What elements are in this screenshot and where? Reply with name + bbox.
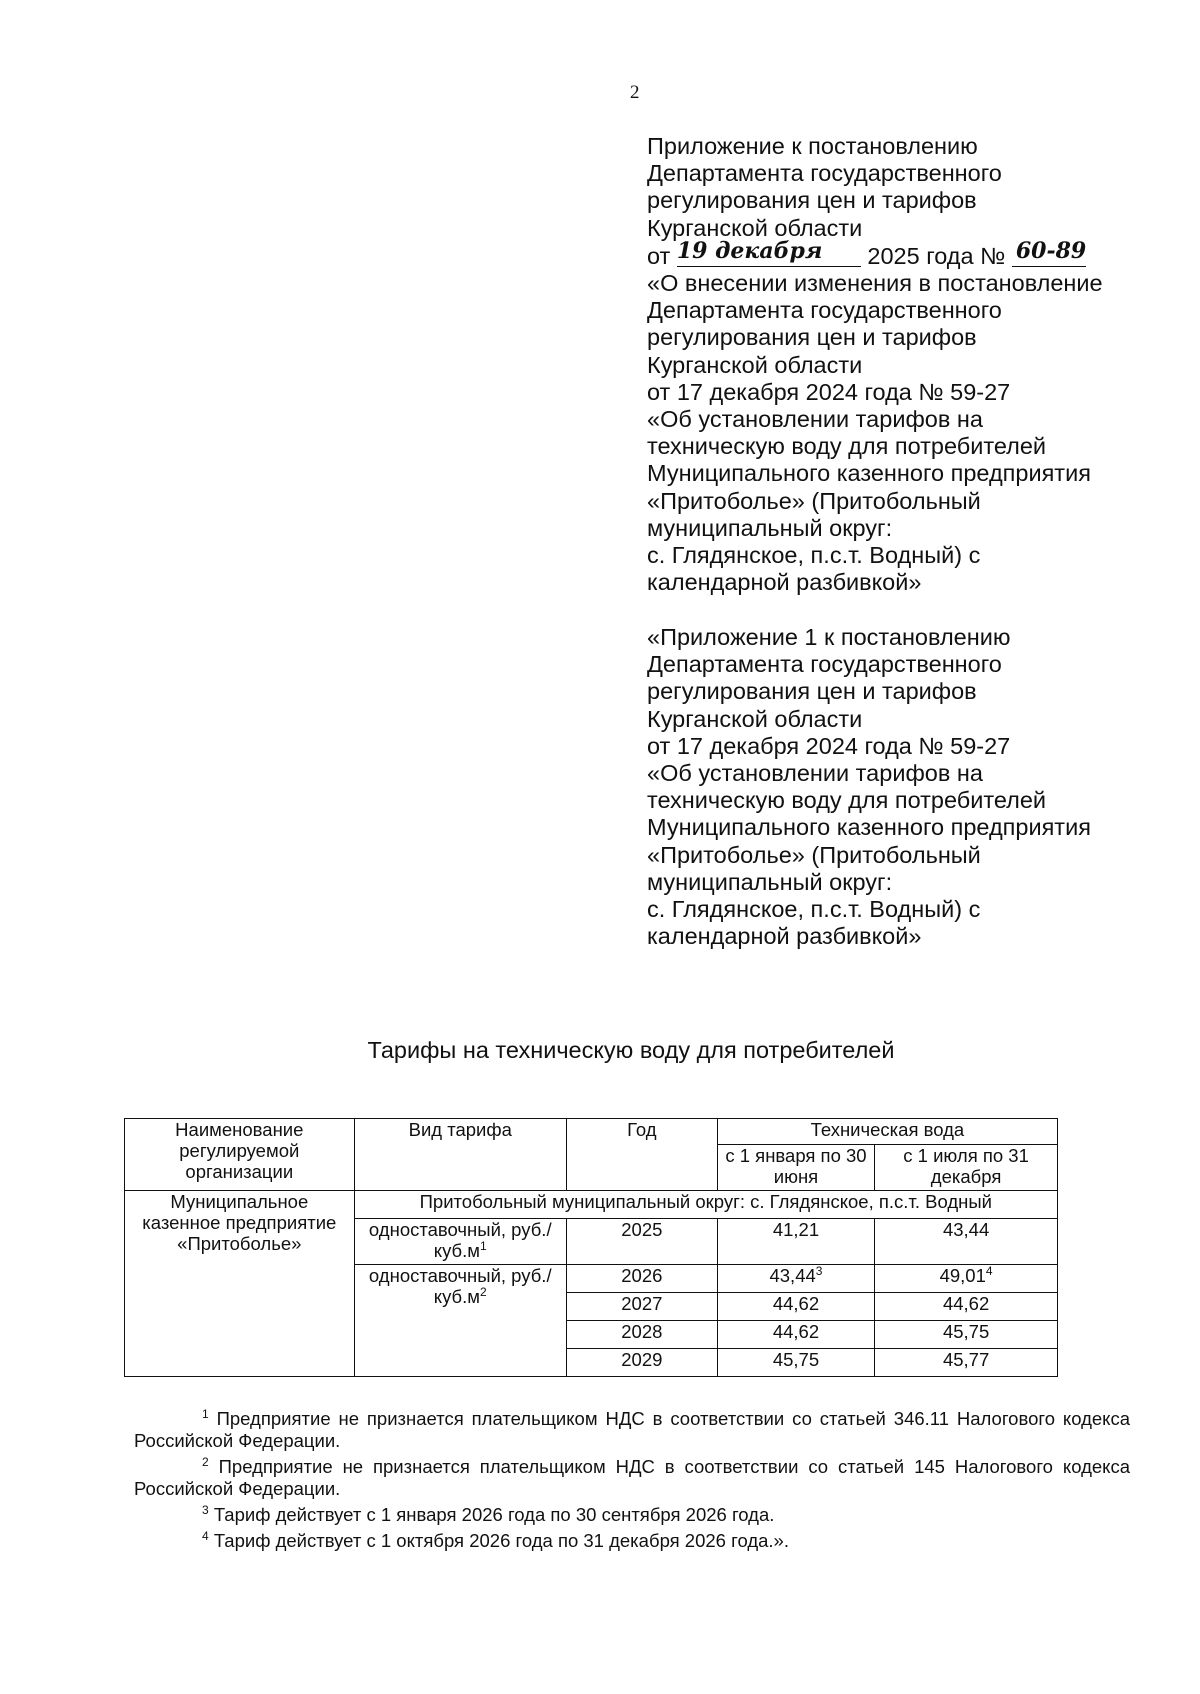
tariff-value: 44,62 xyxy=(772,1293,820,1314)
appendix-line: Департамента государственного xyxy=(647,651,1002,678)
subject-line: «Об установлении тарифов на xyxy=(647,406,983,433)
tariff-value-p1 xyxy=(717,1321,874,1349)
tariff-value: 44,62 xyxy=(942,1293,990,1314)
header-year: Год xyxy=(566,1119,717,1191)
appendix-line: Курганской области xyxy=(647,705,863,732)
subject-line: регулирования цен и тарифов xyxy=(647,324,977,351)
tariff-value: 41,21 xyxy=(772,1219,820,1240)
header-line: Курганской области xyxy=(647,214,863,241)
tariff-value: 49,01 xyxy=(939,1265,986,1286)
tariff-value-p2 xyxy=(875,1265,1058,1293)
tariff-value-p1 xyxy=(717,1293,874,1321)
subject-line: с. Глядянское, п.с.т. Водный) с xyxy=(647,542,981,569)
subject-line: муниципальный округ: xyxy=(647,514,893,541)
header-technical-water: Техническая вода xyxy=(717,1119,1057,1145)
footnote-text: Тариф действует с 1 октября 2026 года по 31 декабря 2026 года.». xyxy=(213,1530,789,1551)
tariff-type-label: одноставочный, руб./куб.м xyxy=(368,1219,552,1261)
year-cell: 2025 xyxy=(566,1219,717,1265)
tariff-value-p2 xyxy=(875,1321,1058,1349)
subject-line: Муниципального казенного предприятия xyxy=(647,460,1091,487)
appendix-line: регулирования цен и тарифов xyxy=(647,678,977,705)
subject-line: Департамента государственного xyxy=(647,297,1002,324)
appendix-line: «Приложение 1 к постановлению xyxy=(647,624,1011,650)
org-name-cell: Муниципальное казенное предприятие «Притоболье» xyxy=(125,1191,355,1377)
header-period-2: с 1 июля по 31 декабря xyxy=(875,1145,1058,1191)
territory-cell: Притобольный муниципальный округ: с. Глядянское, п.с.т. Водный xyxy=(354,1191,1057,1219)
tariff-value: 44,62 xyxy=(772,1321,820,1342)
tariff-value: 45,77 xyxy=(942,1349,990,1370)
footnote-mark: 4 xyxy=(202,1528,209,1543)
appendix-line: «Об установлении тарифов на xyxy=(647,760,983,787)
tariff-type-cell xyxy=(354,1219,566,1265)
appendix-line: техническую воду для потребителей xyxy=(647,787,1047,814)
appendix-line: муниципальный округ: xyxy=(647,868,893,895)
footnote-ref: 1 xyxy=(480,1238,487,1253)
handwritten-number: 60-89 xyxy=(1015,237,1087,264)
subject-line: «Притоболье» (Притобольный xyxy=(647,487,981,514)
date-blank xyxy=(676,237,861,267)
header-org: Наименование регулируемой организации xyxy=(125,1119,355,1191)
date-suffix: 2025 года № xyxy=(867,242,1006,269)
appendix-line: от 17 декабря 2024 года № 59-27 xyxy=(647,732,1011,759)
subject-line: календарной разбивкой» xyxy=(647,569,922,596)
table-title: Тарифы на техническую воду для потребителей xyxy=(367,1037,895,1063)
header-line: Приложение к постановлению xyxy=(647,133,978,159)
tariff-value-p1 xyxy=(717,1219,874,1265)
tariff-value-p1 xyxy=(717,1265,874,1293)
date-prefix: от xyxy=(647,242,671,269)
tariff-value: 45,75 xyxy=(772,1349,820,1370)
appendix-block xyxy=(647,624,1167,950)
footnote xyxy=(134,1530,1130,1552)
footnote-text: Предприятие не признается плательщиком НДС в соответствии со статьей 145 Налогового кодекса Российской Федерации. xyxy=(134,1456,1130,1499)
header-block xyxy=(647,133,1167,596)
footnote-ref: 2 xyxy=(480,1284,487,1299)
appendix-line: «Притоболье» (Притобольный xyxy=(647,841,981,868)
footnote-ref: 4 xyxy=(985,1263,993,1278)
footnote-mark: 3 xyxy=(202,1502,209,1517)
subject-line: от 17 декабря 2024 года № 59-27 xyxy=(647,378,1011,405)
tariff-value: 45,75 xyxy=(942,1321,990,1342)
tariff-value: 43,44 xyxy=(769,1265,816,1286)
tariff-value-p2 xyxy=(875,1349,1058,1377)
year-cell: 2029 xyxy=(566,1349,717,1377)
page-number: 2 xyxy=(630,82,640,103)
subject-line: Курганской области xyxy=(647,351,863,378)
number-blank xyxy=(1012,237,1087,267)
tariff-value-p2 xyxy=(875,1219,1058,1265)
tariff-value: 43,44 xyxy=(942,1219,990,1240)
footnote-ref: 3 xyxy=(815,1263,823,1278)
header-period-1: с 1 января по 30 июня xyxy=(717,1145,874,1191)
footnote xyxy=(134,1456,1130,1500)
footnote-mark: 1 xyxy=(202,1406,209,1421)
footnote xyxy=(134,1408,1130,1452)
year-cell: 2026 xyxy=(566,1265,717,1293)
header-line: регулирования цен и тарифов xyxy=(647,187,977,214)
footnote-text: Тариф действует с 1 января 2026 года по 30 сентября 2026 года. xyxy=(213,1504,775,1525)
handwritten-date: 19 декабря xyxy=(676,237,823,264)
footnotes xyxy=(134,1408,1130,1556)
footnote xyxy=(134,1504,1130,1526)
tariff-type-cell xyxy=(354,1265,566,1377)
appendix-line: календарной разбивкой» xyxy=(647,923,922,950)
subject-line: «О внесении изменения в постановление xyxy=(647,270,1103,297)
appendix-line: с. Глядянское, п.с.т. Водный) с xyxy=(647,896,981,923)
header-tariff-type: Вид тарифа xyxy=(354,1119,566,1191)
date-line xyxy=(647,237,1167,270)
footnote-text: Предприятие не признается плательщиком НДС в соответствии со статьей 346.11 Налогового кодекса Российской Федерации. xyxy=(134,1408,1130,1451)
tariff-value-p2 xyxy=(875,1293,1058,1321)
footnote-mark: 2 xyxy=(202,1454,209,1469)
header-line: Департамента государственного xyxy=(647,160,1002,187)
appendix-line: Муниципального казенного предприятия xyxy=(647,814,1091,841)
year-cell: 2028 xyxy=(566,1321,717,1349)
year-cell: 2027 xyxy=(566,1293,717,1321)
tariff-type-label: одноставочный, руб./куб.м xyxy=(368,1265,552,1307)
tariff-value-p1 xyxy=(717,1349,874,1377)
subject-line: техническую воду для потребителей xyxy=(647,433,1047,460)
tariff-table xyxy=(124,1118,1058,1377)
